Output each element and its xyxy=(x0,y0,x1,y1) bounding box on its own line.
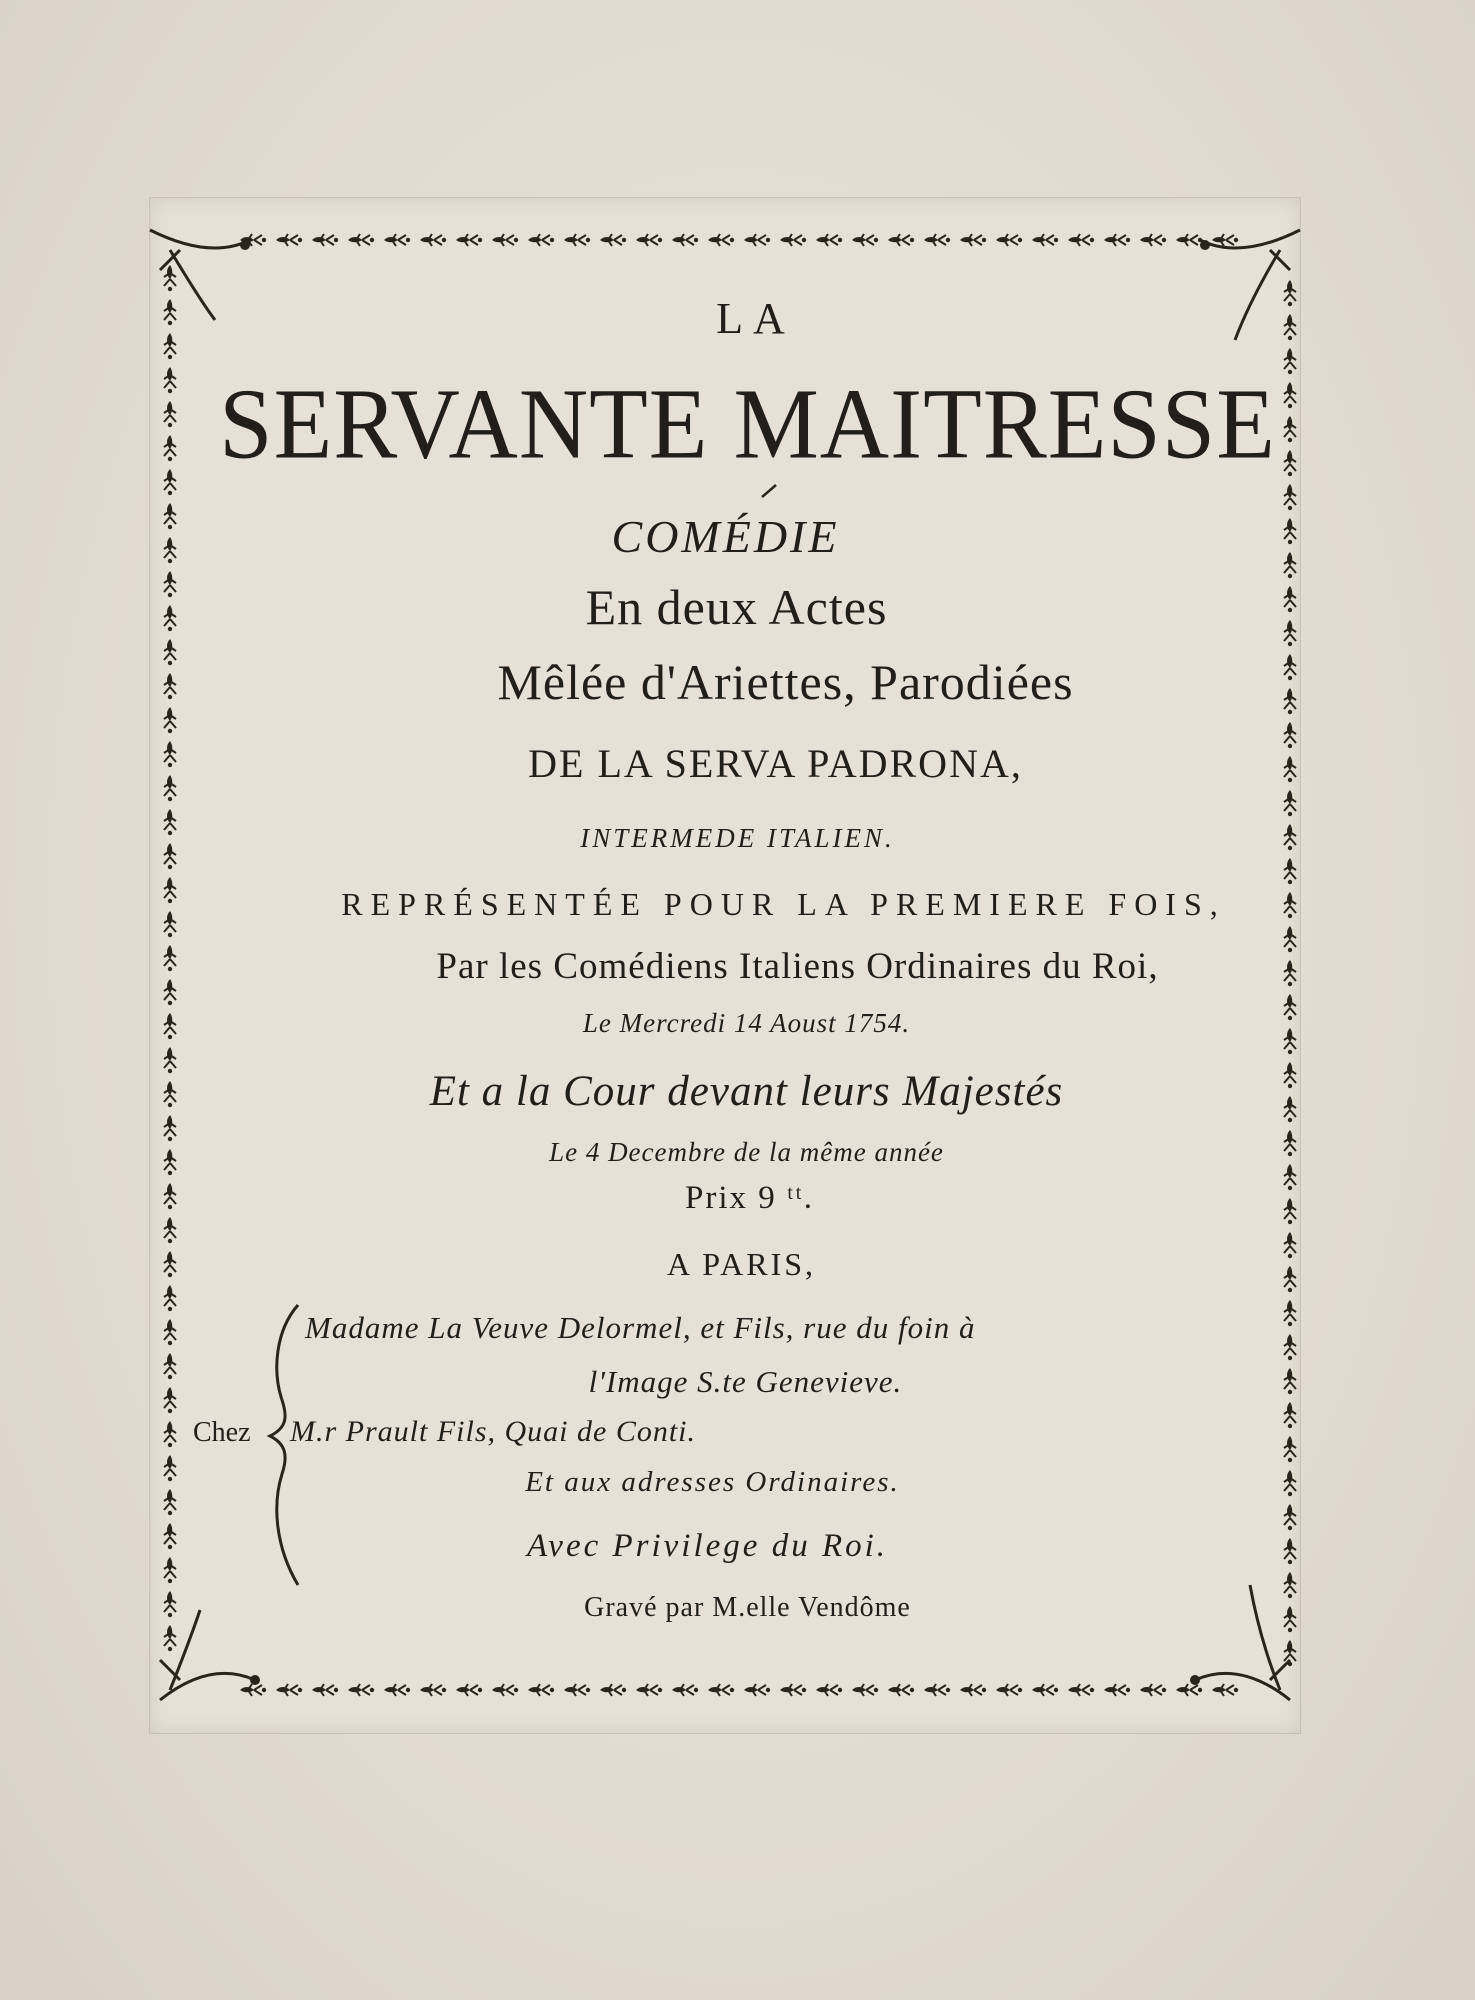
sprig-ornament-icon xyxy=(960,1684,986,1696)
sprig-ornament-icon xyxy=(420,234,446,246)
privilege-line: Avec Privilege du Roi. xyxy=(526,1528,889,1564)
main-title: SERVANTE MAITRESSE xyxy=(219,367,1276,480)
sprig-ornament-icon xyxy=(456,1684,482,1696)
sprig-ornament-icon xyxy=(888,1684,914,1696)
sprig-ornament-icon xyxy=(164,1285,176,1311)
comedie-accent xyxy=(762,485,776,497)
sprig-ornament-icon xyxy=(852,234,878,246)
sprig-ornament-icon xyxy=(164,1625,176,1651)
sprig-ornament-icon xyxy=(1284,1300,1296,1326)
serva-padrona-line: DE LA SERVA PADRONA, xyxy=(528,741,1023,786)
sprig-ornament-icon xyxy=(164,1319,176,1345)
sprig-ornament-icon xyxy=(996,1684,1022,1696)
sprig-ornament-icon xyxy=(1284,1334,1296,1360)
sprig-ornament-icon xyxy=(348,1684,374,1696)
representee-line: REPRÉSENTÉE POUR LA PREMIERE FOIS, xyxy=(341,886,1226,922)
sprig-ornament-icon xyxy=(1176,234,1202,246)
sprig-ornament-icon xyxy=(1104,234,1130,246)
sprig-ornament-icon xyxy=(1284,858,1296,884)
cour-line: Et a la Cour devant leurs Majestés xyxy=(429,1068,1064,1115)
sprig-ornament-icon xyxy=(1284,484,1296,510)
sprig-ornament-icon xyxy=(744,1684,770,1696)
sprig-ornament-icon xyxy=(996,234,1022,246)
sprig-ornament-icon xyxy=(528,1684,554,1696)
price-line: Prix 9 ᵗᵗ. xyxy=(685,1180,814,1216)
engraver-line: Gravé par M.elle Vendôme xyxy=(584,1592,911,1623)
sprig-ornament-icon xyxy=(564,234,590,246)
ariettes-line: Mêlée d'Ariettes, Parodiées xyxy=(497,654,1074,710)
sprig-ornament-icon xyxy=(924,234,950,246)
sprig-ornament-icon xyxy=(780,234,806,246)
sprig-ornament-icon xyxy=(492,1684,518,1696)
address-line-3: M.r Prault Fils, Quai de Conti. xyxy=(290,1415,696,1448)
genre-line: COMÉDIE xyxy=(611,511,840,562)
sprig-ornament-icon xyxy=(492,234,518,246)
sprig-ornament-icon xyxy=(564,1684,590,1696)
sprig-ornament-icon xyxy=(1140,234,1166,246)
sprig-ornament-icon xyxy=(1212,1684,1238,1696)
sprig-ornament-icon xyxy=(1284,1436,1296,1462)
chez-label: Chez xyxy=(193,1417,251,1448)
sprig-ornament-icon xyxy=(960,234,986,246)
sprig-ornament-icon xyxy=(600,1684,626,1696)
sprig-ornament-icon xyxy=(708,1684,734,1696)
sprig-ornament-icon xyxy=(1284,790,1296,816)
title-article: LA xyxy=(716,294,795,343)
premiere-date-line: Le Mercredi 14 Aoust 1754. xyxy=(582,1008,911,1038)
sprig-ornament-icon xyxy=(600,234,626,246)
sprig-ornament-icon xyxy=(744,234,770,246)
sprig-ornament-icon xyxy=(164,265,176,291)
cour-date-line: Le 4 Decembre de la même année xyxy=(549,1137,944,1167)
intermede-line: INTERMEDE ITALIEN. xyxy=(580,823,895,853)
sprig-ornament-icon xyxy=(312,234,338,246)
sprig-ornament-icon xyxy=(1284,1504,1296,1530)
sprig-ornament-icon xyxy=(164,1421,176,1447)
sprig-ornament-icon xyxy=(672,234,698,246)
sprig-ornament-icon xyxy=(924,1684,950,1696)
sprig-ornament-icon xyxy=(1068,234,1094,246)
sprig-ornament-icon xyxy=(852,1684,878,1696)
sprig-ornament-icon xyxy=(816,1684,842,1696)
comediens-line: Par les Comédiens Italiens Ordinaires du Roi, xyxy=(436,946,1159,987)
sprig-ornament-icon xyxy=(528,234,554,246)
sprig-ornament-icon xyxy=(636,1684,662,1696)
sprig-ornament-icon xyxy=(888,234,914,246)
bottom-border xyxy=(240,1684,1238,1696)
sprig-ornament-icon xyxy=(636,234,662,246)
sprig-ornament-icon xyxy=(1212,234,1238,246)
sprig-ornament-icon xyxy=(1032,234,1058,246)
place-line: A PARIS, xyxy=(666,1246,817,1282)
sprig-ornament-icon xyxy=(1068,1684,1094,1696)
address-line-4: Et aux adresses Ordinaires. xyxy=(525,1466,900,1498)
sprig-ornament-icon xyxy=(1284,1402,1296,1428)
sprig-ornament-icon xyxy=(1104,1684,1130,1696)
sprig-ornament-icon xyxy=(384,234,410,246)
sprig-ornament-icon xyxy=(780,1684,806,1696)
sprig-ornament-icon xyxy=(456,234,482,246)
sprig-ornament-icon xyxy=(276,1684,302,1696)
sprig-ornament-icon xyxy=(672,1684,698,1696)
sprig-ornament-icon xyxy=(420,1684,446,1696)
sprig-ornament-icon xyxy=(708,234,734,246)
sprig-ornament-icon xyxy=(1140,1684,1166,1696)
address-line-2: l'Image S.te Genevieve. xyxy=(588,1364,903,1399)
sprig-ornament-icon xyxy=(164,1217,176,1243)
acts-line: En deux Actes xyxy=(585,579,888,635)
sprig-ornament-icon xyxy=(1176,1684,1202,1696)
sprig-ornament-icon xyxy=(240,1684,266,1696)
sprig-ornament-icon xyxy=(348,234,374,246)
sprig-ornament-icon xyxy=(276,234,302,246)
sprig-ornament-icon xyxy=(816,234,842,246)
sprig-ornament-icon xyxy=(384,1684,410,1696)
sprig-ornament-icon xyxy=(1032,1684,1058,1696)
top-border xyxy=(240,234,1238,246)
address-line-1: Madame La Veuve Delormel, et Fils, rue du foin à xyxy=(305,1310,976,1345)
sprig-ornament-icon xyxy=(312,1684,338,1696)
